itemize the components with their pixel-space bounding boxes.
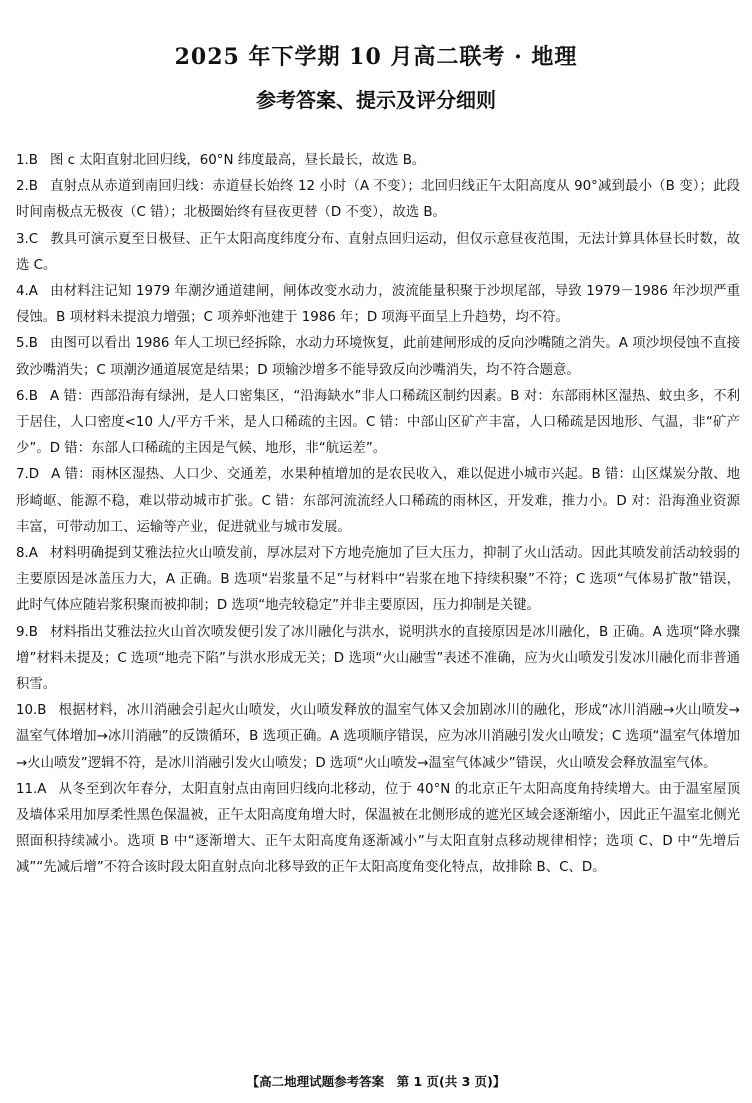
answer-number: 9.B xyxy=(16,624,38,640)
answer-item xyxy=(16,698,740,777)
page-title: 2025 年下学期 10 月高二联考 · 地理 xyxy=(174,44,578,70)
answer-item xyxy=(16,462,740,541)
answer-number: 5.B xyxy=(16,336,38,352)
answer-item xyxy=(16,148,740,174)
answer-item xyxy=(16,279,740,331)
answer-item xyxy=(16,174,740,226)
answer-explanation: 从冬至到次年春分，太阳直射点由南回归线向北移动，位于 40°N 的北京正午太阳高度角持续增大。由于温室屋顶及墙体采用加厚柔性黑色保温被，正午太阳高度角增大时，保温被在北侧形成的遮光区域会逐渐缩小，因此正午温室北侧光照面积持续减小。选项 B 中“逐渐增大、正午太阳高度角逐渐减小”与太阳直射点移动规律相悖；选项 C、D 中“先增后减”“先减后增”不符合该时段太阳直射点向北移导致的正午太阳高度角变化特点，故排除 B、C、D。 xyxy=(16,781,740,876)
page-footer: 【高二地理试题参考答案 第 1 页(共 3 页)】 xyxy=(246,1074,506,1089)
answer-item xyxy=(16,620,740,699)
answer-item xyxy=(16,331,740,383)
answer-number: 10.B xyxy=(16,703,47,719)
answer-list xyxy=(16,148,740,882)
answer-number: 3.C xyxy=(16,231,39,247)
answer-explanation: 教具可演示夏至日极昼、正午太阳高度纬度分布、直射点回归运动，但仅示意昼夜范围，无法计算具体昼长时数，故选 C。 xyxy=(16,231,740,273)
answer-number: 1.B xyxy=(16,153,38,168)
answer-item xyxy=(16,227,740,279)
answer-explanation: 由图可以看出 1986 年人工坝已经拆除，水动力环境恢复，此前建闸形成的反向沙嘴随之消失。A 项沙坝侵蚀不直接致沙嘴消失；C 项潮汐通道展宽是结果；D 项输沙增多不能导致反向沙嘴消失，均不符合题意。 xyxy=(16,336,740,378)
answer-explanation: 由材料注记知 1979 年潮汐通道建闸，闸体改变水动力，波流能量积聚于沙坝尾部，导致 1979－1986 年沙坝严重侵蚀。B 项材料未提浪力增强；C 项养虾池建于 1986 年；D 项海平面呈上升趋势，均不符。 xyxy=(16,284,740,326)
answer-explanation: 直射点从赤道到南回归线：赤道昼长始终 12 小时（A 不变）；北回归线正午太阳高度从 90°减到最小（B 变）；此段时间南极点无极夜（C 错）；北极圈始终有昼夜更替（D 不变），故选 B。 xyxy=(16,179,740,221)
answer-number: 11.A xyxy=(16,781,47,797)
answer-number: 7.D xyxy=(16,467,40,483)
answer-explanation: 根据材料，冰川消融会引起火山喷发，火山喷发释放的温室气体又会加剧冰川的融化，形成“冰川消融→火山喷发→温室气体增加→冰川消融”的反馈循环，B 选项正确。A 选项顺序错误，应为冰川消融引发火山喷发；C 选项“温室气体增加→火山喷发”逻辑不符，是冰川消融引发火山喷发；D 选项“火山喷发→温室气体减少”错误，火山喷发会释放温室气体。 xyxy=(16,703,740,771)
answer-item xyxy=(16,541,740,620)
page-subtitle: 参考答案、提示及评分细则 xyxy=(256,88,496,112)
answer-number: 2.B xyxy=(16,179,38,195)
answer-number: 8.A xyxy=(16,546,38,562)
answer-explanation: 材料明确提到艾雅法拉火山喷发前，厚冰层对下方地壳施加了巨大压力，抑制了火山活动。因此其喷发前活动较弱的主要原因是冰盖压力大，A 正确。B 选项“岩浆量不足”与材料中“岩浆在地下持续积聚”不符；C 选项“气体易扩散”错误，此时气体应随岩浆积聚而被抑制；D 选项“地壳较稳定”并非主要原因，压力抑制是关键。 xyxy=(16,546,740,614)
answer-explanation: A 错：西部沿海有绿洲，是人口密集区，“沿海缺水”非人口稀疏区制约因素。B 对：东部雨林区湿热、蚊虫多，不利于居住，人口密度<10 人/平方千米，是人口稀疏的主因。C 错：中部山区矿产丰富，人口稀疏是因地形、气温，非“矿产少”。D 错：东部人口稀疏的主因是气候、地形，非“航运差”。 xyxy=(16,388,740,457)
answer-number: 4.A xyxy=(16,284,38,300)
answer-item xyxy=(16,384,740,463)
answer-number: 6.B xyxy=(16,388,38,404)
answer-item xyxy=(16,777,740,882)
answer-explanation: 材料指出艾雅法拉火山首次喷发便引发了冰川融化与洪水，说明洪水的直接原因是冰川融化，B 正确。A 选项“降水骤增”材料未提及；C 选项“地壳下陷”与洪水形成无关；D 选项“火山融雪”表述不准确，应为火山喷发引发冰川融化而非普通积雪。 xyxy=(16,624,740,693)
answer-explanation: 图 c 太阳直射北回归线，60°N 纬度最高，昼长最长，故选 B。 xyxy=(49,153,426,168)
answer-explanation: A 错：雨林区湿热、人口少、交通差，水果种植增加的是农民收入，难以促进小城市兴起。B 错：山区煤炭分散、地形崎岖、能源不稳，难以带动城市扩张。C 错：东部河流流经人口稀疏的雨林区，开发难，推力小。D 对：沿海渔业资源丰富，可带动加工、运输等产业，促进就业与城市发展。 xyxy=(16,467,740,535)
